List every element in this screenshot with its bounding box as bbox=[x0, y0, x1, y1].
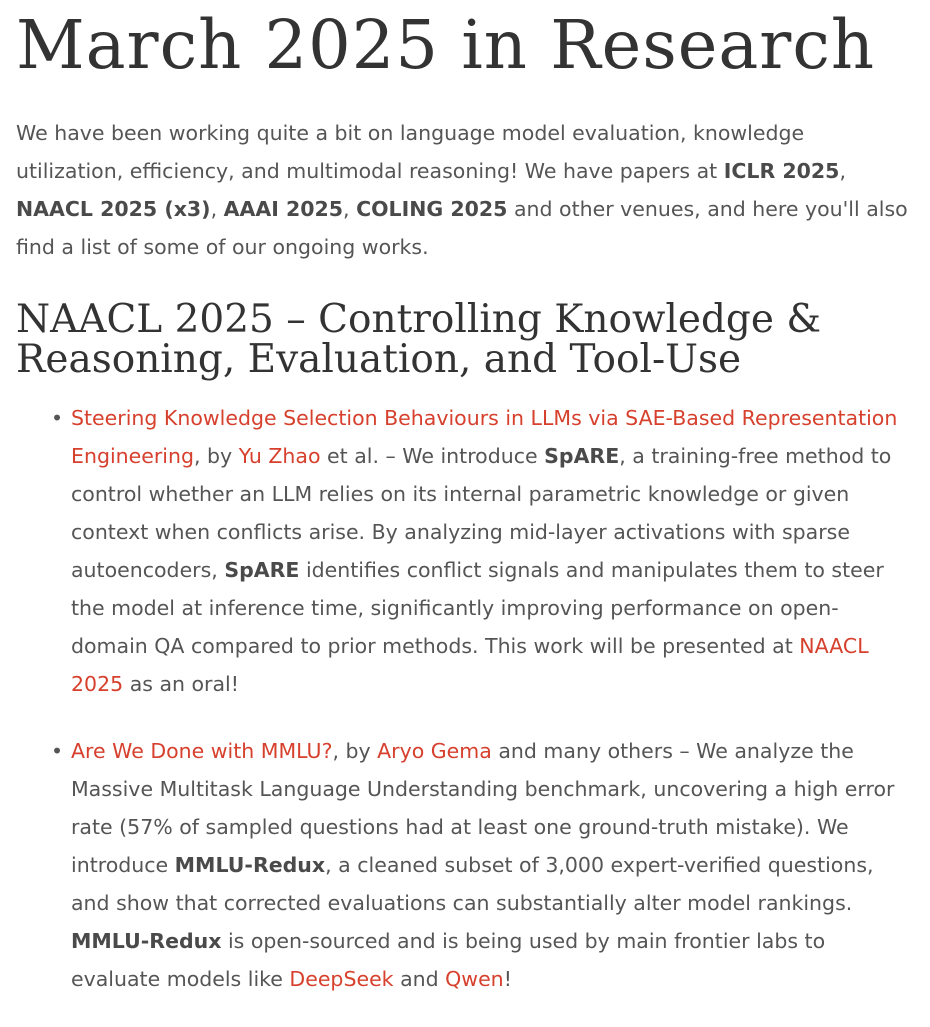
venue-iclr-2025: ICLR 2025 bbox=[723, 159, 840, 183]
dataset-name: MMLU-Redux bbox=[71, 929, 222, 953]
venue-link-naacl-2025[interactable]: NAACL 2025 bbox=[71, 634, 869, 696]
description-text: as an oral! bbox=[123, 672, 239, 696]
paper-list bbox=[16, 399, 916, 998]
page-title: March 2025 in Research bbox=[16, 6, 876, 84]
intro-separator: , bbox=[343, 197, 357, 221]
venue-aaai-2025: AAAI 2025 bbox=[223, 197, 344, 221]
deepseek-link[interactable]: DeepSeek bbox=[289, 967, 394, 991]
description-text: ! bbox=[503, 967, 512, 991]
description-text: and bbox=[393, 967, 446, 991]
description-text: and many others – We analyze the Massive Multitask Language Understanding benchmark, uncovering a high error rate (57% of sampled questions had at least one ground-truth mistake). We introduce bbox=[71, 739, 895, 877]
description-text: identifies conflict signals and manipulates them to steer the model at inference time, significantly improving performance on open-domain QA compared to prior methods. This work will be presented at bbox=[71, 558, 884, 658]
by-text: , by bbox=[194, 444, 239, 468]
by-text: , by bbox=[332, 739, 378, 763]
section-heading: NAACL 2025 – Controlling Knowledge & Reasoning, Evaluation, and Tool-Use bbox=[16, 297, 822, 382]
bullet-icon: • bbox=[51, 739, 64, 763]
method-name: SpARE bbox=[224, 558, 300, 582]
intro-text: We have been working quite a bit on language model evaluation, knowledge utilization, efficiency, and multimodal reasoning! We have papers at bbox=[16, 121, 805, 183]
dataset-name: MMLU-Redux bbox=[174, 853, 326, 877]
intro-separator: , bbox=[210, 197, 224, 221]
description-text: , a training-free method to control whether an LLM relies on its internal parametric knowledge or given context when conflicts arise. By analyzing mid-layer activations with sparse autoencoders, bbox=[71, 444, 892, 582]
intro-paragraph bbox=[16, 114, 911, 266]
author-link-aryo-gema[interactable]: Aryo Gema bbox=[377, 739, 492, 763]
article bbox=[16, 0, 916, 1027]
paper-link-mmlu[interactable]: Are We Done with MMLU? bbox=[71, 739, 333, 763]
intro-text-end: and other venues, and here you'll also find a list of some of our ongoing works. bbox=[16, 197, 908, 259]
paper-link-spare[interactable]: Steering Knowledge Selection Behaviours in LLMs via SAE-Based Representation Engineering bbox=[71, 406, 898, 468]
method-name: SpARE bbox=[544, 444, 620, 468]
qwen-link[interactable]: Qwen bbox=[445, 967, 504, 991]
venue-coling-2025: COLING 2025 bbox=[356, 197, 508, 221]
venue-naacl-2025: NAACL 2025 (x3) bbox=[16, 197, 211, 221]
description-text: et al. – We introduce bbox=[320, 444, 545, 468]
bullet-icon: • bbox=[51, 406, 64, 430]
description-text: is open-sourced and is being used by main frontier labs to evaluate models like bbox=[71, 929, 826, 991]
list-item bbox=[51, 732, 913, 998]
intro-separator: , bbox=[839, 159, 846, 183]
author-link-yu-zhao[interactable]: Yu Zhao bbox=[238, 444, 321, 468]
list-item bbox=[51, 399, 913, 703]
description-text: , a cleaned subset of 3,000 expert-verified questions, and show that corrected evaluations can substantially alter model rankings. bbox=[71, 853, 874, 915]
